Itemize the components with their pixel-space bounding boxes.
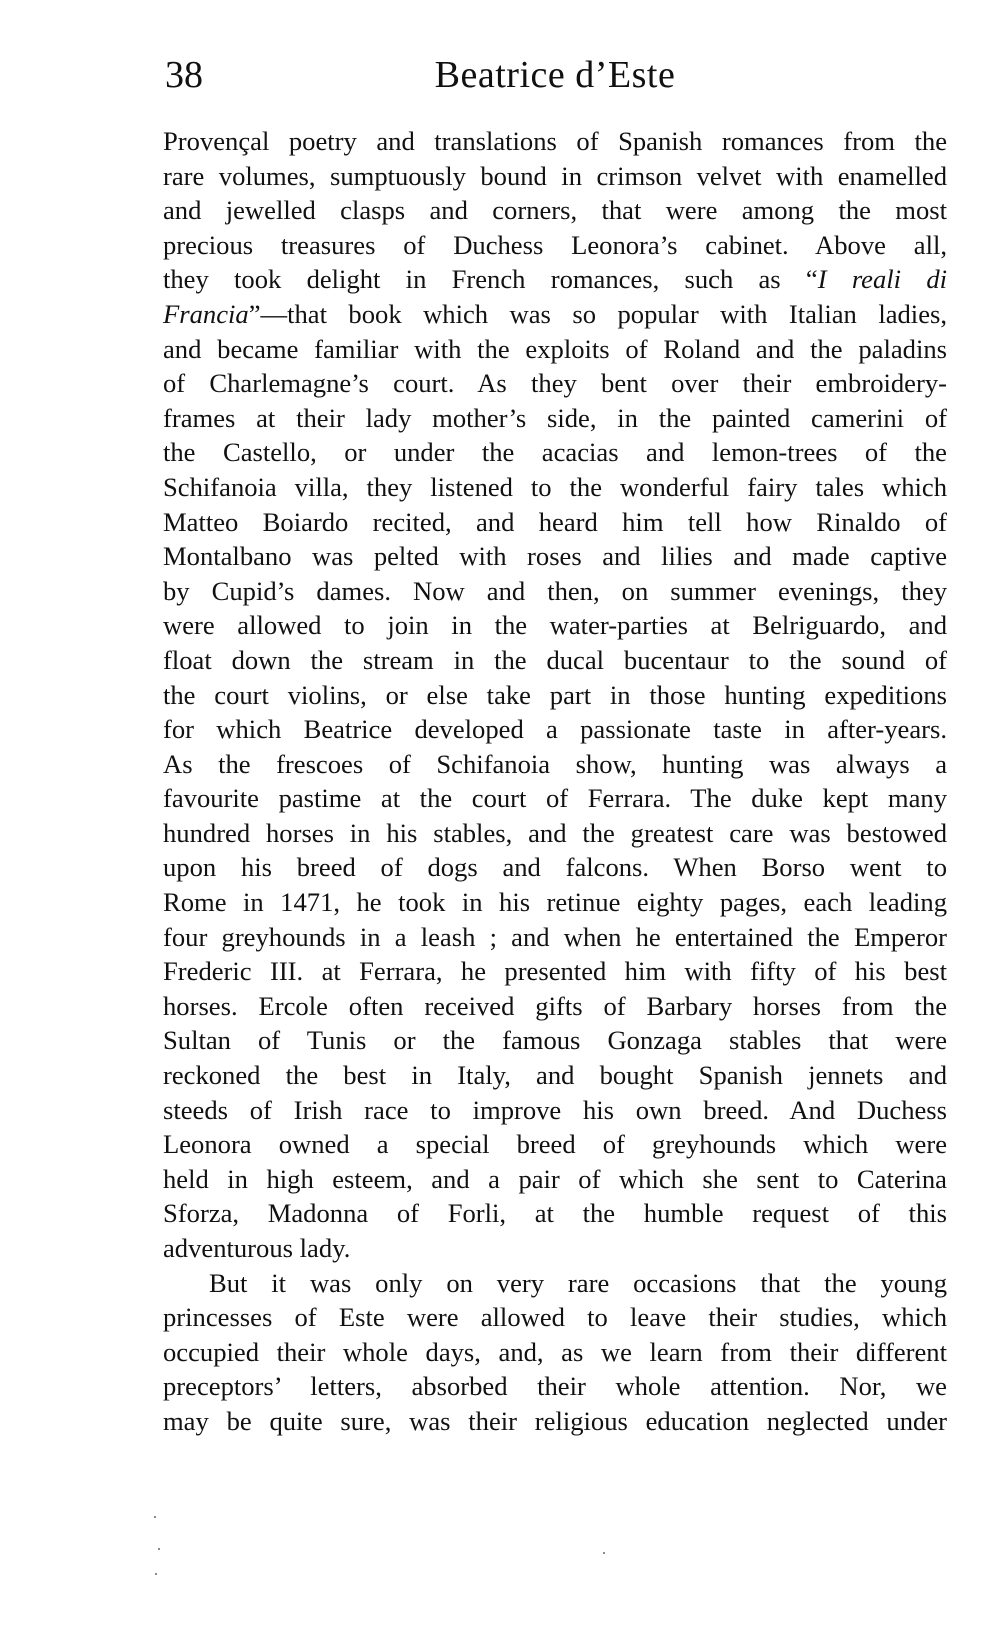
text-line: of Charlemagne’s court. As they bent over their embroidery- xyxy=(163,368,947,399)
text-line: upon his breed of dogs and falcons. When Borso went to xyxy=(163,852,947,883)
text-line: reckoned the best in Italy, and bought Spanish jennets and xyxy=(163,1060,947,1091)
text-line: the court violins, or else take part in those hunting expeditions xyxy=(163,679,947,710)
text-line: horses. Ercole often received gifts of Barbary horses from the xyxy=(163,990,947,1021)
text-line: But it was only on very rare occasions that the young xyxy=(209,1267,947,1298)
page-header xyxy=(165,50,945,106)
text-line: and jewelled clasps and corners, that were among the most xyxy=(163,195,947,226)
text-line: Schifanoia villa, they listened to the wonderful fairy tales which xyxy=(163,471,947,502)
text-line: Matteo Boiardo recited, and heard him tell how Rinaldo of xyxy=(163,506,947,537)
text-line: for which Beatrice developed a passionate taste in after-years. xyxy=(163,714,947,745)
scan-speck xyxy=(155,1573,157,1575)
text-line: four greyhounds in a leash ; and when he entertained the Emperor xyxy=(163,921,947,952)
scan-speck xyxy=(158,1548,160,1550)
text-line: adventurous lady. xyxy=(163,1233,351,1263)
text-line: and became familiar with the exploits of Roland and the paladins xyxy=(163,333,947,364)
text-line: Leonora owned a special breed of greyhounds which were xyxy=(163,1129,947,1160)
text-line: they took delight in French romances, such as “I reali di xyxy=(163,264,947,295)
text-line: favourite pastime at the court of Ferrara. The duke kept many xyxy=(163,783,947,814)
text-line: rare volumes, sumptuously bound in crimson velvet with enamelled xyxy=(163,160,947,191)
text-line: Francia”—that book which was so popular with Italian ladies, xyxy=(163,298,947,329)
page-number: 38 xyxy=(165,54,203,96)
text-line: Sultan of Tunis or the famous Gonzaga stables that were xyxy=(163,1025,947,1056)
text-line: frames at their lady mother’s side, in the painted camerini of xyxy=(163,402,947,433)
scan-speck xyxy=(154,1516,156,1518)
text-line: preceptors’ letters, absorbed their whole attention. Nor, we xyxy=(163,1371,947,1402)
text-line: Sforza, Madonna of Forli, at the humble request of this xyxy=(163,1198,947,1229)
body-text xyxy=(163,124,947,1439)
text-line: by Cupid’s dames. Now and then, on summer evenings, they xyxy=(163,575,947,606)
text-line: the Castello, or under the acacias and lemon-trees of the xyxy=(163,437,947,468)
paragraph-2 xyxy=(163,1266,947,1439)
text-line: were allowed to join in the water-parties at Belriguardo, and xyxy=(163,610,947,641)
text-line: precious treasures of Duchess Leonora’s cabinet. Above all, xyxy=(163,229,947,260)
italic-title: Francia xyxy=(163,298,249,329)
text-line: As the frescoes of Schifanoia show, hunting was always a xyxy=(163,748,947,779)
text-line: Frederic III. at Ferrara, he presented him with fifty of his best xyxy=(163,956,947,987)
text-line: held in high esteem, and a pair of which she sent to Caterina xyxy=(163,1163,947,1194)
text-line: hundred horses in his stables, and the greatest care was bestowed xyxy=(163,817,947,848)
italic-title: I reali di xyxy=(817,264,947,295)
scan-speck xyxy=(603,1552,605,1554)
text-line: may be quite sure, was their religious education neglected under xyxy=(163,1405,947,1436)
running-head: Beatrice d’Este xyxy=(434,54,676,96)
text-line: princesses of Este were allowed to leave their studies, which xyxy=(163,1302,947,1333)
paragraph-1 xyxy=(163,124,947,1266)
text-line: Provençal poetry and translations of Spanish romances from the xyxy=(163,126,947,156)
text-line: Rome in 1471, he took in his retinue eighty pages, each leading xyxy=(163,887,947,918)
text-line: Montalbano was pelted with roses and lilies and made captive xyxy=(163,541,947,572)
text-line: float down the stream in the ducal bucentaur to the sound of xyxy=(163,644,947,675)
text-line: steeds of Irish race to improve his own breed. And Duchess xyxy=(163,1094,947,1125)
text-line: occupied their whole days, and, as we learn from their different xyxy=(163,1336,947,1367)
